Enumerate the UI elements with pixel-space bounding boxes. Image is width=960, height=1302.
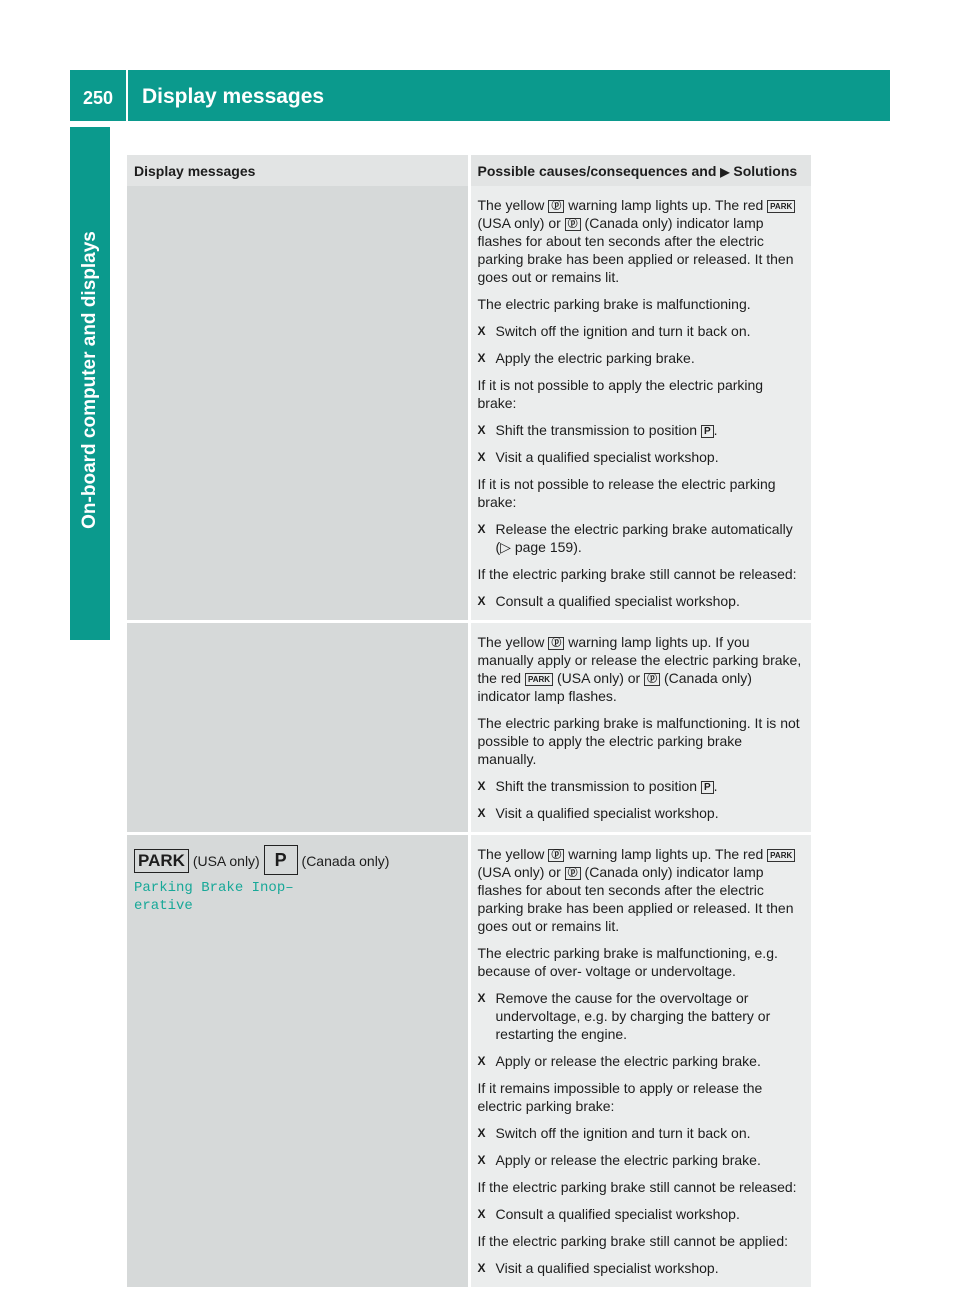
gear-p-icon: P <box>701 425 714 438</box>
paragraph: The electric parking brake is malfunctioning. It is not possible to apply the electric parking brake manually. <box>477 715 800 767</box>
step-arrow-icon: X <box>477 351 486 365</box>
column-header-display-messages: Display messages <box>127 155 469 186</box>
step-arrow-icon: X <box>477 1261 486 1275</box>
column-header-text: Possible causes/consequences and <box>477 163 717 179</box>
step-arrow-icon: X <box>477 522 486 536</box>
message-indicators <box>134 845 461 875</box>
message-cell <box>127 622 469 834</box>
table-row <box>127 186 811 622</box>
park-lamp-icon: PARK <box>134 849 189 873</box>
step-arrow-icon: X <box>477 1153 486 1167</box>
instruction-step: X Consult a qualified specialist workshop. <box>477 1206 740 1222</box>
paragraph: If it is not possible to release the electric parking brake: <box>477 476 776 510</box>
message-cell <box>127 186 469 622</box>
step-arrow-icon: X <box>477 991 486 1005</box>
step-arrow-icon: X <box>477 779 486 793</box>
column-header-text: Solutions <box>733 163 798 179</box>
step-arrow-icon: X <box>477 594 486 608</box>
display-messages-table <box>127 155 811 1287</box>
table-row <box>127 834 811 1288</box>
region-note-canada: (Canada only) <box>301 853 390 869</box>
instruction-step: X Visit a qualified specialist workshop. <box>477 805 719 821</box>
instruction-step: X Switch off the ignition and turn it back on. <box>477 1125 751 1141</box>
instruction-step: X Shift the transmission to position P . <box>477 422 718 438</box>
instruction-step: X Consult a qualified specialist workshop. <box>477 593 740 609</box>
parking-brake-warning-icon: ⓟ <box>548 849 564 862</box>
arrow-right-icon: ▶ <box>720 165 730 179</box>
paragraph: The yellow ⓟ warning lamp lights up. The red PARK (USA only) or ⓟ (Canada only) indicator lamp flashes for about ten seconds after the electric parking brake has been applied or released. It then goes out or remains lit. <box>477 846 794 934</box>
step-arrow-icon: X <box>477 324 486 338</box>
paragraph: The yellow ⓟ warning lamp lights up. If you manually apply or release the electric parking brake, the red PARK (USA only) or ⓟ (Canada only) indicator lamp flashes. <box>477 634 802 704</box>
region-note-usa: (USA only) <box>192 853 260 869</box>
paragraph: If it is not possible to apply the electric parking brake: <box>477 377 764 411</box>
parking-brake-warning-icon: ⓟ <box>548 637 564 650</box>
parking-brake-lamp-icon: P <box>264 845 298 875</box>
solution-cell <box>469 834 811 1288</box>
side-tab-label: On-board computer and displays <box>79 231 100 529</box>
column-header-solutions <box>469 155 811 186</box>
page-number: 250 <box>82 88 114 108</box>
step-arrow-icon: X <box>477 423 486 437</box>
parking-brake-indicator-icon: ⓟ <box>565 218 581 231</box>
instruction-step: X Visit a qualified specialist workshop. <box>477 1260 719 1276</box>
step-arrow-icon: X <box>477 806 486 820</box>
instruction-step: X Shift the transmission to position P . <box>477 778 718 794</box>
paragraph: The yellow ⓟ warning lamp lights up. The red PARK (USA only) or ⓟ (Canada only) indicator lamp flashes for about ten seconds after the electric parking brake has been applied or released. It then goes out or remains lit. <box>477 197 794 285</box>
instruction-step: X Release the electric parking brake automatically (▷ page 159). <box>477 521 793 555</box>
step-arrow-icon: X <box>477 1126 486 1140</box>
page-title: Display messages <box>142 85 325 108</box>
paragraph: If it remains impossible to apply or release the electric parking brake: <box>477 1080 763 1114</box>
park-indicator-icon: PARK <box>525 673 553 686</box>
instruction-step: X Switch off the ignition and turn it back on. <box>477 323 751 339</box>
paragraph: If the electric parking brake still cannot be released: <box>477 1179 797 1195</box>
solution-cell <box>469 622 811 834</box>
table-row <box>127 622 811 834</box>
page-reference-link[interactable]: ▷ page 159). <box>500 539 582 555</box>
parking-brake-indicator-icon: ⓟ <box>644 673 660 686</box>
table-header-row <box>127 155 811 186</box>
instruction-step: X Apply the electric parking brake. <box>477 350 695 366</box>
display-message-code: Parking Brake Inop– erative <box>134 880 294 914</box>
park-indicator-icon: PARK <box>767 849 795 862</box>
message-cell <box>127 834 469 1288</box>
step-arrow-icon: X <box>477 450 486 464</box>
gear-p-icon: P <box>701 781 714 794</box>
parking-brake-warning-icon: ⓟ <box>548 200 564 213</box>
parking-brake-indicator-icon: ⓟ <box>565 867 581 880</box>
paragraph: If the electric parking brake still cannot be released: <box>477 566 797 582</box>
park-indicator-icon: PARK <box>767 200 795 213</box>
paragraph: The electric parking brake is malfunctioning. <box>477 296 751 312</box>
instruction-step: X Visit a qualified specialist workshop. <box>477 449 719 465</box>
step-arrow-icon: X <box>477 1207 486 1221</box>
header-divider <box>126 70 128 121</box>
instruction-step: X Remove the cause for the overvoltage or undervoltage, e.g. by charging the battery or restarting the engine. <box>477 990 771 1042</box>
paragraph: If the electric parking brake still cannot be applied: <box>477 1233 789 1249</box>
solution-cell <box>469 186 811 622</box>
paragraph: The electric parking brake is malfunctioning, e.g. because of over- voltage or undervoltage. <box>477 945 778 979</box>
step-arrow-icon: X <box>477 1054 486 1068</box>
instruction-step: X Apply or release the electric parking brake. <box>477 1053 761 1069</box>
instruction-step: X Apply or release the electric parking brake. <box>477 1152 761 1168</box>
